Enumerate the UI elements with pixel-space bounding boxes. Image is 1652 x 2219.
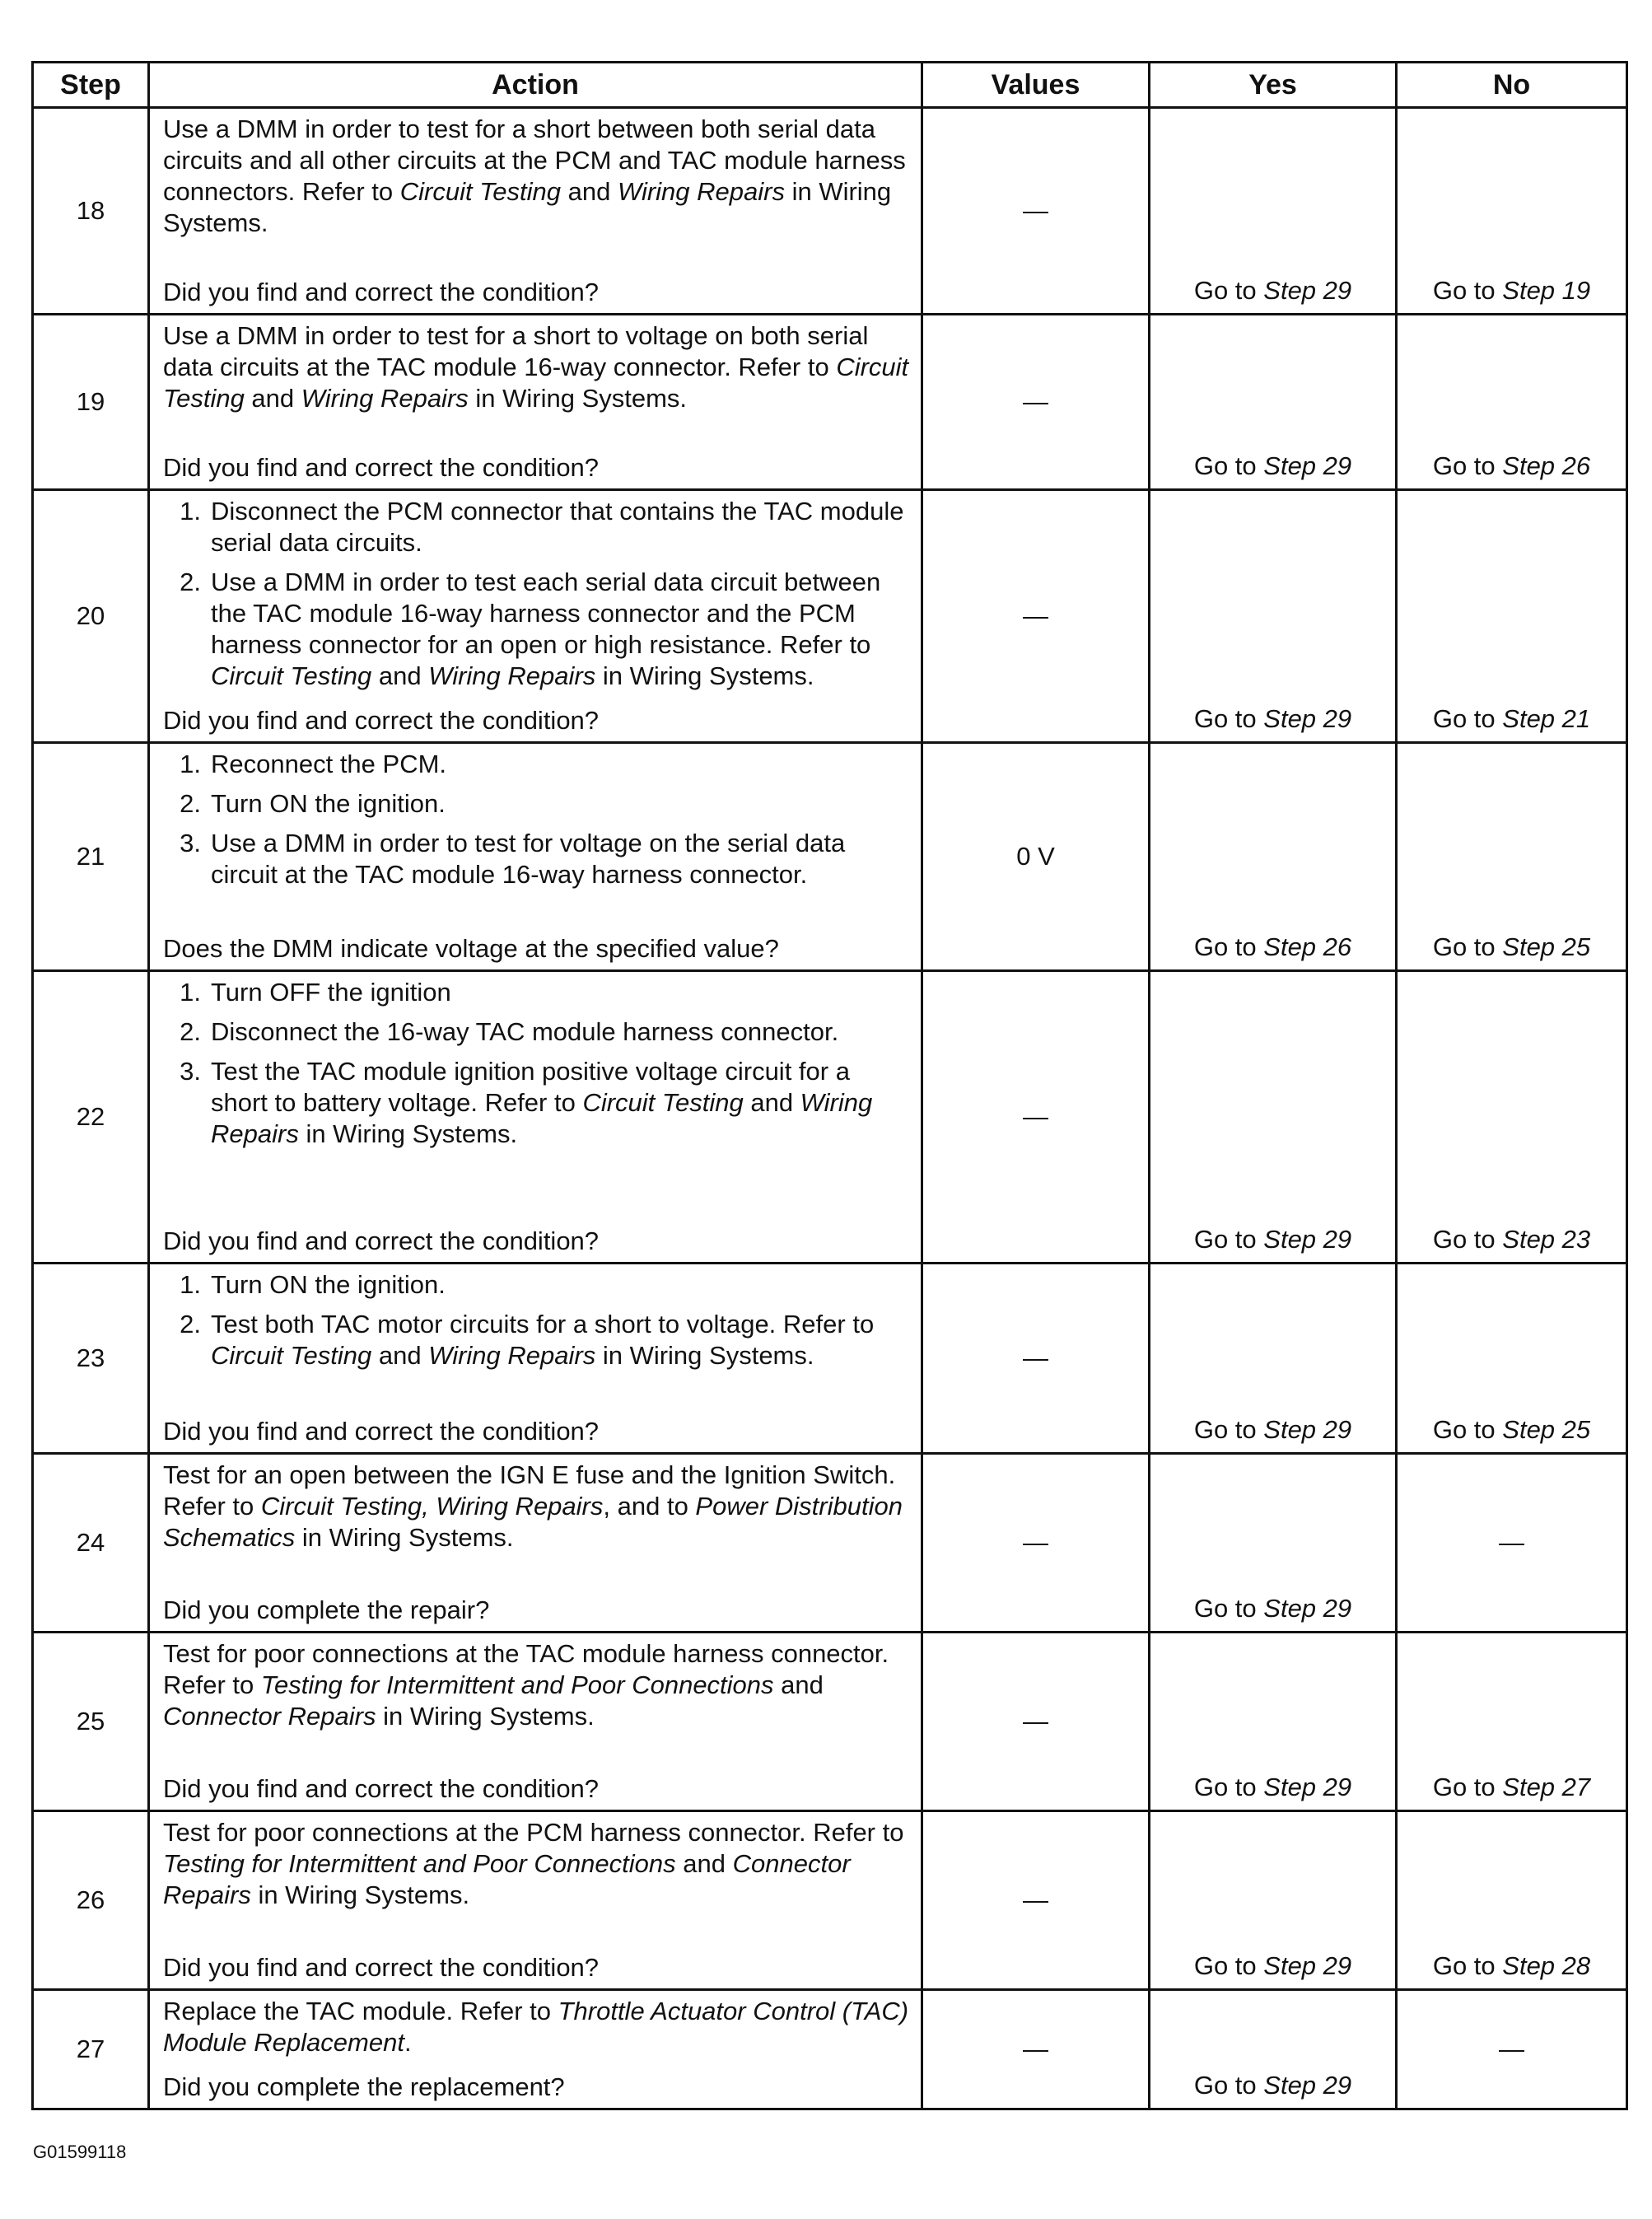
- table-row: [33, 315, 1627, 490]
- reference-text: Wiring Repairs: [428, 1341, 596, 1370]
- step-number: 25: [33, 1633, 149, 1811]
- goto-step-ref: Step 29: [1263, 704, 1352, 733]
- yes-cell: [1150, 1454, 1397, 1633]
- no-cell: —: [1397, 1990, 1627, 2109]
- action-text: Use a DMM in order to test each serial data circuit between the TAC module 16-way harness connector and the PCM harness connector for an open or high resistance. Refer to: [211, 568, 881, 659]
- action-text: Replace the TAC module. Refer to: [163, 1997, 558, 2025]
- goto-step-ref: Step 29: [1263, 2071, 1352, 2100]
- reference-text: Throttle Actuator Control (TAC) Module Replacement: [163, 1997, 909, 2057]
- yes-cell: [1150, 1633, 1397, 1811]
- action-text: in Wiring Systems.: [376, 1702, 595, 1731]
- table-row: [33, 108, 1627, 315]
- action-step-text: [211, 977, 911, 1008]
- action-paragraph: [163, 114, 911, 239]
- action-step-text: [211, 788, 911, 820]
- header-yes: Yes: [1150, 63, 1397, 108]
- action-step-number: 2.: [180, 1310, 201, 1338]
- reference-text: Connector Repairs: [163, 1849, 851, 1909]
- action-step-item: [163, 567, 911, 692]
- action-text: in Wiring Systems.: [163, 177, 892, 237]
- action-step-item: [163, 496, 911, 558]
- table-body: [33, 108, 1627, 2109]
- table-row: [33, 1454, 1627, 1633]
- action-instructions: [163, 977, 911, 1158]
- goto-text: Go to: [1193, 932, 1264, 961]
- goto-step-ref: Step 19: [1502, 276, 1591, 305]
- action-step-text: [211, 496, 911, 558]
- goto-step-ref: Step 29: [1263, 451, 1352, 480]
- action-step-number: 2.: [180, 1017, 201, 1046]
- value-cell: 0 V: [922, 743, 1150, 971]
- action-paragraph: [163, 1817, 911, 1911]
- step-number: 19: [33, 315, 149, 490]
- action-step-number: 1.: [180, 497, 201, 526]
- no-cell: [1397, 108, 1627, 315]
- action-text: Disconnect the PCM connector that contains the TAC module serial data circuits.: [211, 497, 904, 557]
- action-cell: [149, 1990, 922, 2109]
- diagnostic-table: [31, 61, 1628, 2110]
- action-paragraph: [163, 1638, 911, 1732]
- action-text: Disconnect the 16-way TAC module harness connector.: [211, 1017, 839, 1046]
- no-cell: [1397, 971, 1627, 1264]
- action-paragraph: [163, 1460, 911, 1553]
- goto-text: Go to: [1432, 1415, 1503, 1444]
- step-number: 18: [33, 108, 149, 315]
- action-text: in Wiring Systems.: [298, 1119, 518, 1148]
- action-instructions: [163, 1817, 911, 1911]
- action-step-item: [163, 1016, 911, 1048]
- value-cell: —: [922, 971, 1150, 1264]
- action-text: in Wiring Systems.: [295, 1523, 514, 1552]
- action-text: and: [773, 1670, 824, 1699]
- goto-step-ref: Step 29: [1263, 1415, 1352, 1444]
- action-text: Test for poor connections at the TAC module harness connector. Refer to: [163, 1639, 889, 1699]
- action-content: [163, 749, 911, 965]
- goto-step-ref: Step 29: [1263, 1951, 1352, 1980]
- reference-text: Testing for Intermittent and Poor Connections: [163, 1849, 676, 1878]
- goto-text: Go to: [1193, 1415, 1264, 1444]
- goto-text: Go to: [1193, 1951, 1264, 1980]
- action-step-item: [163, 1056, 911, 1150]
- yes-cell: [1150, 490, 1397, 743]
- action-step-text: [211, 1016, 911, 1048]
- action-instructions: [163, 749, 911, 899]
- action-step-text: [211, 749, 911, 780]
- goto-step-ref: Step 25: [1502, 1415, 1591, 1444]
- action-text: .: [404, 2028, 412, 2057]
- action-question: Did you complete the repair?: [163, 1595, 490, 1624]
- reference-text: Circuit Testing: [582, 1088, 744, 1117]
- action-step-item: [163, 977, 911, 1008]
- action-question: Did you find and correct the condition?: [163, 1417, 600, 1446]
- goto-text: Go to: [1193, 451, 1264, 480]
- action-text: Turn ON the ignition.: [211, 789, 446, 818]
- goto-text: Go to: [1193, 1225, 1264, 1254]
- action-content: [163, 1638, 911, 1805]
- goto-text: Go to: [1432, 932, 1503, 961]
- table-row: [33, 490, 1627, 743]
- action-text: and: [244, 384, 301, 413]
- action-text: and: [371, 661, 429, 690]
- reference-text: Power Distribution Schematics: [163, 1492, 903, 1552]
- action-instructions: [163, 1996, 911, 2058]
- action-text: and: [675, 1849, 733, 1878]
- goto-text: Go to: [1193, 1594, 1264, 1623]
- action-content: [163, 1996, 911, 2103]
- goto-text: Go to: [1432, 1225, 1503, 1254]
- table-row: [33, 1633, 1627, 1811]
- action-instructions: [163, 114, 911, 239]
- table-row: [33, 1990, 1627, 2109]
- action-question: Did you find and correct the condition?: [163, 1953, 600, 1982]
- no-cell: [1397, 1633, 1627, 1811]
- value-cell: —: [922, 1990, 1150, 2109]
- action-text: in Wiring Systems.: [468, 384, 688, 413]
- goto-text: Go to: [1432, 451, 1503, 480]
- value-cell: —: [922, 108, 1150, 315]
- action-step-item: [163, 788, 911, 820]
- goto-text: Go to: [1432, 276, 1503, 305]
- action-instructions: [163, 1269, 911, 1380]
- action-text: Use a DMM in order to test for voltage on the serial data circuit at the TAC module 16-way harness connector.: [211, 829, 846, 889]
- action-cell: [149, 1264, 922, 1454]
- yes-cell: [1150, 108, 1397, 315]
- action-text: Use a DMM in order to test for a short between both serial data circuits and all other circuits at the PCM and TAC module harness connectors. Refer to: [163, 114, 906, 206]
- goto-step-ref: Step 21: [1502, 704, 1591, 733]
- step-number: 22: [33, 971, 149, 1264]
- action-step-item: [163, 1269, 911, 1301]
- action-cell: [149, 1633, 922, 1811]
- action-text: Reconnect the PCM.: [211, 750, 447, 778]
- action-cell: [149, 315, 922, 490]
- action-step-text: [211, 1269, 911, 1301]
- goto-step-ref: Step 27: [1502, 1773, 1591, 1801]
- action-paragraph: [163, 1996, 911, 2058]
- action-step-text: [211, 828, 911, 890]
- goto-step-ref: Step 29: [1263, 1225, 1352, 1254]
- action-text: Test both TAC motor circuits for a short to voltage. Refer to: [211, 1310, 875, 1338]
- action-steps-list: [163, 496, 911, 692]
- step-number: 26: [33, 1811, 149, 1990]
- action-step-item: [163, 828, 911, 890]
- action-paragraph: [163, 320, 911, 414]
- goto-step-ref: Step 25: [1502, 932, 1591, 961]
- yes-cell: [1150, 315, 1397, 490]
- action-text: , and to: [603, 1492, 696, 1521]
- reference-text: Testing for Intermittent and Poor Connections: [260, 1670, 774, 1699]
- yes-cell: [1150, 1990, 1397, 2109]
- reference-text: Wiring Repairs: [617, 177, 785, 206]
- table-row: [33, 971, 1627, 1264]
- goto-text: Go to: [1432, 1951, 1503, 1980]
- action-text: and: [561, 177, 618, 206]
- action-text: in Wiring Systems.: [250, 1880, 470, 1909]
- step-number: 23: [33, 1264, 149, 1454]
- table-row: [33, 1811, 1627, 1990]
- header-values: Values: [922, 63, 1150, 108]
- action-question: Did you find and correct the condition?: [163, 278, 600, 306]
- action-content: [163, 1817, 911, 1983]
- yes-cell: [1150, 971, 1397, 1264]
- action-step-text: [211, 1309, 911, 1371]
- table-row: [33, 1264, 1627, 1454]
- reference-text: Circuit Testing: [211, 1341, 372, 1370]
- action-cell: [149, 490, 922, 743]
- goto-step-ref: Step 29: [1263, 276, 1352, 305]
- no-cell: [1397, 490, 1627, 743]
- goto-step-ref: Step 26: [1502, 451, 1591, 480]
- action-question: Did you find and correct the condition?: [163, 706, 600, 735]
- value-cell: —: [922, 315, 1150, 490]
- action-question: Did you complete the replacement?: [163, 2072, 565, 2101]
- goto-text: Go to: [1193, 276, 1264, 305]
- action-content: [163, 320, 911, 484]
- header-action: Action: [149, 63, 922, 108]
- action-step-number: 3.: [180, 1057, 201, 1086]
- action-cell: [149, 108, 922, 315]
- goto-text: Go to: [1432, 704, 1503, 733]
- reference-text: Wiring Repairs: [428, 661, 596, 690]
- action-steps-list: [163, 749, 911, 890]
- action-text: Test for poor connections at the PCM harness connector. Refer to: [163, 1818, 904, 1847]
- step-number: 21: [33, 743, 149, 971]
- action-cell: [149, 971, 922, 1264]
- goto-step-ref: Step 23: [1502, 1225, 1591, 1254]
- no-cell: [1397, 315, 1627, 490]
- action-step-item: [163, 1309, 911, 1371]
- goto-step-ref: Step 26: [1263, 932, 1352, 961]
- goto-text: Go to: [1432, 1773, 1503, 1801]
- action-text: and: [743, 1088, 800, 1117]
- goto-step-ref: Step 29: [1263, 1773, 1352, 1801]
- no-cell: [1397, 1811, 1627, 1990]
- action-text: and: [371, 1341, 429, 1370]
- action-step-number: 2.: [180, 789, 201, 818]
- step-number: 27: [33, 1990, 149, 2109]
- value-cell: —: [922, 1811, 1150, 1990]
- reference-text: Circuit Testing: [211, 661, 372, 690]
- no-cell: [1397, 1264, 1627, 1454]
- action-text: Test the TAC module ignition positive voltage circuit for a short to battery voltage. Refer to: [211, 1057, 850, 1117]
- value-cell: —: [922, 1264, 1150, 1454]
- header-no: No: [1397, 63, 1627, 108]
- action-content: [163, 1460, 911, 1626]
- goto-text: Go to: [1193, 704, 1264, 733]
- no-cell: [1397, 743, 1627, 971]
- action-cell: [149, 1454, 922, 1633]
- value-cell: —: [922, 1633, 1150, 1811]
- action-step-number: 2.: [180, 568, 201, 596]
- action-content: [163, 496, 911, 736]
- action-content: [163, 1269, 911, 1447]
- value-cell: —: [922, 1454, 1150, 1633]
- action-content: [163, 977, 911, 1257]
- action-steps-list: [163, 1269, 911, 1371]
- action-step-number: 3.: [180, 829, 201, 857]
- action-question: Did you find and correct the condition?: [163, 1774, 600, 1803]
- action-steps-list: [163, 977, 911, 1150]
- action-step-text: [211, 567, 911, 692]
- reference-text: Circuit Testing: [399, 177, 562, 206]
- action-question: Did you find and correct the condition?: [163, 1226, 600, 1255]
- reference-text: Circuit Testing: [163, 353, 909, 413]
- header-row: [33, 63, 1627, 108]
- action-text: Use a DMM in order to test for a short to voltage on both serial data circuits at the TAC module 16-way connector. Refer to: [163, 321, 869, 381]
- value-cell: —: [922, 490, 1150, 743]
- reference-text: Wiring Repairs: [301, 384, 469, 413]
- action-step-number: 1.: [180, 750, 201, 778]
- goto-text: Go to: [1193, 1773, 1264, 1801]
- reference-text: Connector Repairs: [163, 1702, 376, 1731]
- header-step: Step: [33, 63, 149, 108]
- action-text: in Wiring Systems.: [595, 1341, 814, 1370]
- step-number: 20: [33, 490, 149, 743]
- yes-cell: [1150, 1264, 1397, 1454]
- table-row: [33, 743, 1627, 971]
- no-cell: —: [1397, 1454, 1627, 1633]
- step-number: 24: [33, 1454, 149, 1633]
- action-cell: [149, 743, 922, 971]
- action-instructions: [163, 1638, 911, 1732]
- yes-cell: [1150, 743, 1397, 971]
- action-text: Turn ON the ignition.: [211, 1270, 446, 1299]
- figure-id: G01599118: [33, 2142, 127, 2162]
- action-text: in Wiring Systems.: [595, 661, 814, 690]
- action-instructions: [163, 496, 911, 700]
- reference-text: Circuit Testing, Wiring Repairs: [260, 1492, 604, 1521]
- action-text: Test for an open between the IGN E fuse and the Ignition Switch. Refer to: [163, 1460, 896, 1521]
- action-question: Does the DMM indicate voltage at the specified value?: [163, 934, 779, 963]
- action-text: Turn OFF the ignition: [211, 978, 451, 1007]
- action-step-text: [211, 1056, 911, 1150]
- action-question: Did you find and correct the condition?: [163, 453, 600, 482]
- goto-step-ref: Step 28: [1502, 1951, 1591, 1980]
- goto-step-ref: Step 29: [1263, 1594, 1352, 1623]
- action-step-item: [163, 749, 911, 780]
- reference-text: Wiring Repairs: [211, 1088, 873, 1148]
- action-cell: [149, 1811, 922, 1990]
- yes-cell: [1150, 1811, 1397, 1990]
- action-step-number: 1.: [180, 1270, 201, 1299]
- action-instructions: [163, 1460, 911, 1553]
- action-instructions: [163, 320, 911, 414]
- action-content: [163, 114, 911, 308]
- goto-text: Go to: [1193, 2071, 1264, 2100]
- action-step-number: 1.: [180, 978, 201, 1007]
